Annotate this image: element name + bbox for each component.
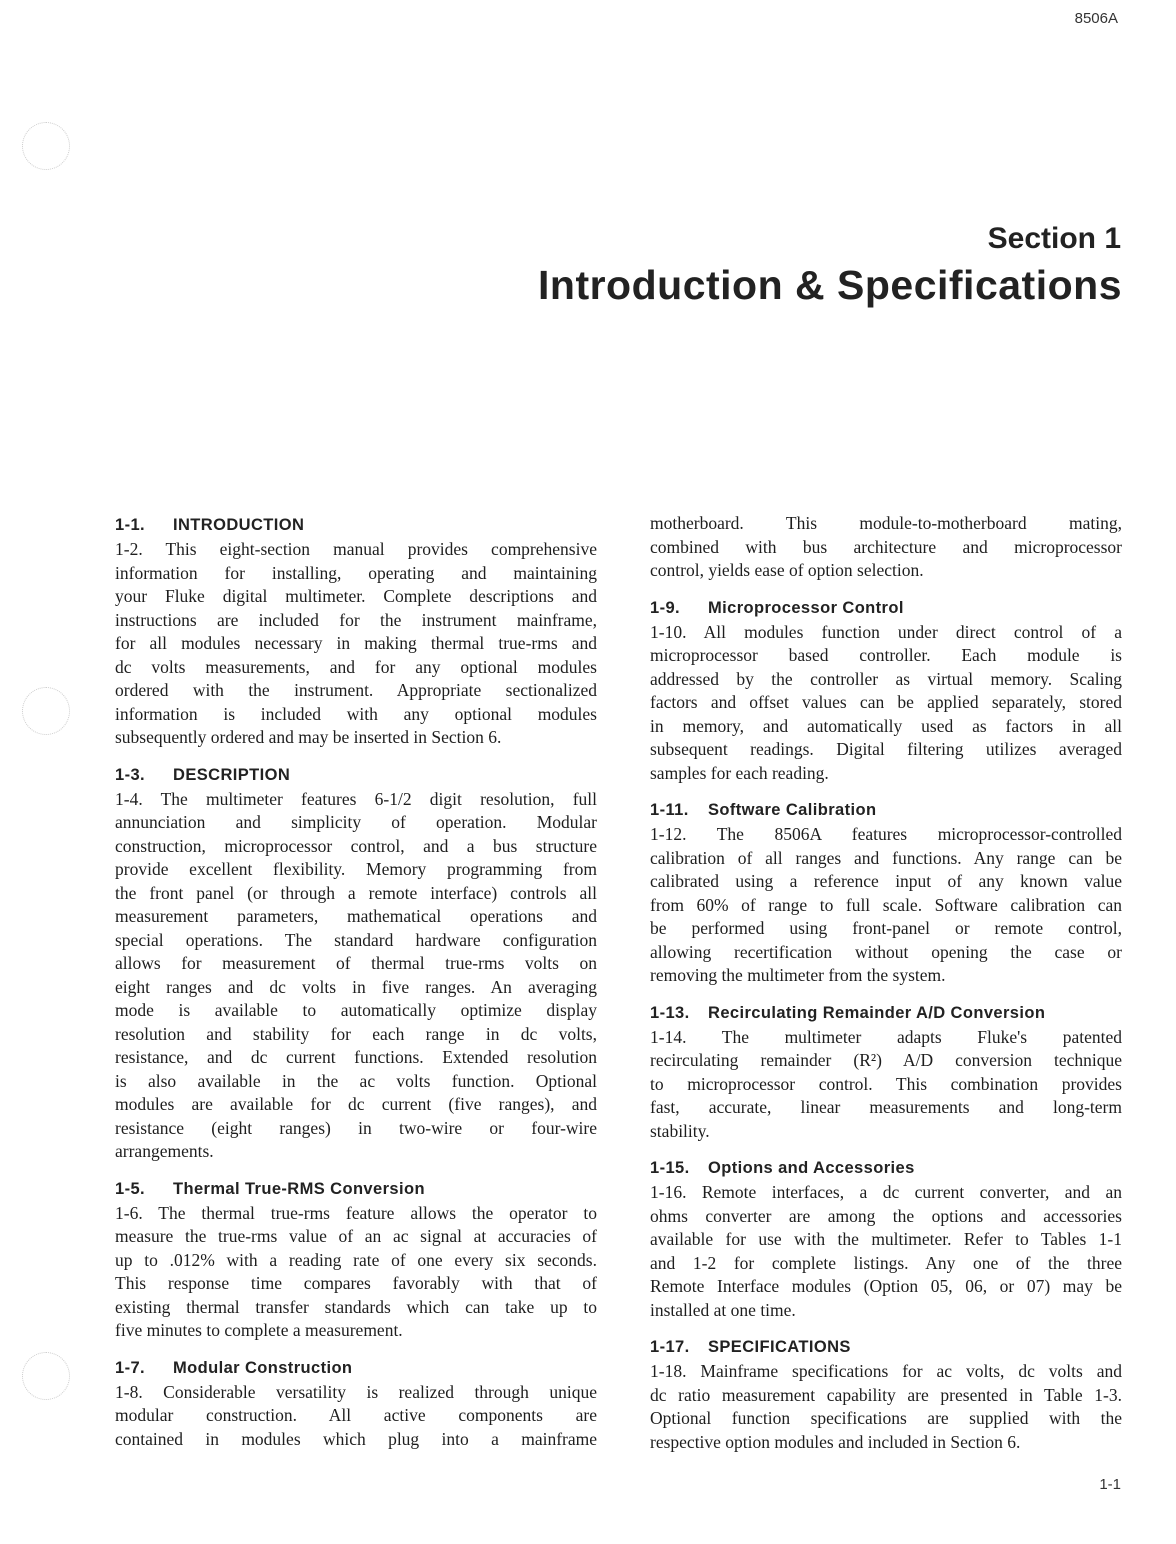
text-line: be performed using front-panel or remote control, (650, 918, 1122, 938)
paragraph (115, 1381, 597, 1452)
text-line: 1-14. The multimeter adapts Fluke's patented (650, 1026, 1122, 1047)
text-line: combined with bus architecture and microprocessor (650, 536, 1122, 557)
text-line: motherboard. This module-to-motherboard mating, (650, 513, 1122, 533)
text-line: 1-4. The multimeter features 6-1/2 digit resolution, full (115, 788, 597, 809)
text-line: dc ratio measurement capability are presented in Table 1-3. (650, 1384, 1122, 1405)
text-line: in memory, and automatically used as factors in all (650, 715, 1122, 736)
text-line: the front panel (or through a remote interface) controls all (115, 882, 597, 903)
section-number: Section 1 (987, 222, 1121, 255)
punch-hole (22, 1352, 70, 1400)
text-line: 1-16. Remote interfaces, a dc current converter, and an (650, 1182, 1122, 1202)
text-line: existing thermal transfer standards which can take up to (115, 1296, 597, 1317)
text-line: fast, accurate, linear measurements and long-term (650, 1097, 1122, 1117)
heading-number: 1-11. (650, 801, 689, 819)
text-line: recirculating remainder (R²) A/D conversion technique (650, 1050, 1122, 1070)
heading-number: 1-3. (115, 765, 146, 784)
section-heading (115, 762, 597, 788)
text-line: from 60% of range to full scale. Software calibration can (650, 894, 1122, 915)
text-line: allowing recertification without opening the case or (650, 941, 1122, 962)
paragraph (650, 823, 1122, 988)
text-line: factors and offset values can be applied separately, stored (650, 692, 1122, 712)
text-line: information is included with any optional modules (115, 703, 597, 724)
text-line: 1-18. Mainframe specifications for ac volts, dc volts and (650, 1361, 1122, 1381)
heading-title: Options and Accessories (708, 1159, 915, 1177)
text-line: and 1-2 for complete listings. Any one of the three (650, 1252, 1122, 1273)
text-line: is also available in the ac volts function. Optional (115, 1070, 597, 1091)
heading-number: 1-13. (650, 1003, 690, 1022)
paragraph (650, 1026, 1122, 1144)
text-line: modular construction. All active components are (115, 1405, 597, 1425)
paragraph (650, 621, 1122, 786)
text-line: samples for each reading. (650, 762, 829, 783)
text-line: respective option modules and included in Section 6. (650, 1431, 1021, 1452)
text-line: 1-8. Considerable versatility is realized through unique (115, 1381, 597, 1402)
text-line: control, yields ease of option selection. (650, 560, 924, 580)
text-line: 1-10. All modules function under direct control of a (650, 621, 1122, 642)
heading-title: Thermal True-RMS Conversion (173, 1179, 425, 1198)
paragraph (650, 512, 1122, 583)
heading-title: Modular Construction (173, 1358, 353, 1377)
text-line: ohms converter are among the options and accessories (650, 1205, 1122, 1226)
heading-number: 1-7. (115, 1358, 146, 1377)
paragraph (650, 1360, 1122, 1454)
text-line: measurement parameters, mathematical operations and (115, 906, 597, 926)
text-line: mode is available to automatically optimize display (115, 1000, 597, 1020)
text-line: ordered with the instrument. Appropriate sectionalized (115, 680, 597, 700)
text-line: five minutes to complete a measurement. (115, 1320, 403, 1340)
text-line: provide excellent flexibility. Memory programming from (115, 859, 597, 879)
punch-hole (22, 122, 70, 170)
right-column (650, 512, 1122, 1454)
text-line: instructions are included for the instrument mainframe, (115, 609, 597, 630)
heading-number: 1-9. (650, 598, 681, 617)
text-line: to microprocessor control. This combination provides (650, 1073, 1122, 1094)
section-heading (650, 1000, 1122, 1026)
text-line: removing the multimeter from the system. (650, 965, 946, 985)
heading-title: DESCRIPTION (173, 765, 291, 784)
section-title: Introduction & Specifications (538, 262, 1122, 308)
section-heading (115, 512, 597, 538)
text-line: annunciation and simplicity of operation. Modular (115, 812, 597, 832)
left-column (115, 512, 597, 1451)
paragraph (115, 1202, 597, 1343)
heading-title: Software Calibration (708, 801, 877, 819)
text-line: 1-6. The thermal true-rms feature allows the operator to (115, 1202, 597, 1223)
text-line: 1-12. The 8506A features microprocessor-controlled (650, 824, 1122, 844)
punch-hole (22, 687, 70, 735)
text-line: allows for measurement of thermal true-rms volts on (115, 953, 597, 973)
heading-title: SPECIFICATIONS (708, 1338, 851, 1356)
text-line: resolution and stability for each range in dc volts, (115, 1023, 597, 1044)
text-line: stability. (650, 1120, 710, 1141)
heading-title: Recirculating Remainder A/D Conversion (708, 1003, 1046, 1022)
text-line: information for installing, operating and maintaining (115, 562, 597, 583)
paragraph (115, 788, 597, 1164)
heading-number: 1-5. (115, 1179, 146, 1198)
heading-title: Microprocessor Control (708, 598, 904, 617)
text-line: This response time compares favorably with that of (115, 1273, 597, 1293)
section-heading (650, 595, 1122, 621)
text-line: contained in modules which plug into a mainframe (115, 1428, 597, 1449)
text-line: up to .012% with a reading rate of one every six seconds. (115, 1249, 597, 1270)
text-line: dc volts measurements, and for any optional modules (115, 656, 597, 677)
text-line: calibrated using a reference input of any known value (650, 871, 1122, 891)
text-line: for all modules necessary in making thermal true-rms and (115, 633, 597, 653)
text-line: calibration of all ranges and functions. Any range can be (650, 847, 1122, 868)
text-line: available for use with the multimeter. Refer to Tables 1-1 (650, 1229, 1122, 1249)
text-line: your Fluke digital multimeter. Complete descriptions and (115, 586, 597, 606)
text-line: modules are available for dc current (five ranges), and (115, 1094, 597, 1114)
text-line: Optional function specifications are supplied with the (650, 1408, 1122, 1428)
text-line: installed at one time. (650, 1299, 796, 1320)
page-number: 1-1 (1099, 1476, 1121, 1493)
text-line: 1-2. This eight-section manual provides comprehensive (115, 539, 597, 559)
text-line: subsequent readings. Digital filtering utilizes averaged (650, 739, 1122, 759)
heading-title: INTRODUCTION (173, 516, 305, 534)
text-line: resistance (eight ranges) in two-wire or four-wire (115, 1117, 597, 1138)
heading-number: 1-15. (650, 1159, 690, 1177)
text-line: resistance, and dc current functions. Extended resolution (115, 1047, 597, 1067)
paragraph (115, 538, 597, 750)
text-line: subsequently ordered and may be inserted in Section 6. (115, 727, 502, 747)
text-line: construction, microprocessor control, and a bus structure (115, 835, 597, 856)
heading-number: 1-17. (650, 1338, 690, 1356)
section-heading (115, 1176, 597, 1202)
text-line: addressed by the controller as virtual memory. Scaling (650, 668, 1122, 689)
section-heading (650, 1334, 1122, 1360)
text-line: microprocessor based controller. Each module is (650, 645, 1122, 665)
section-heading (650, 1155, 1122, 1181)
text-line: Remote Interface modules (Option 05, 06, or 07) may be (650, 1276, 1122, 1296)
section-heading (115, 1355, 597, 1381)
paragraph (650, 1181, 1122, 1322)
text-line: arrangements. (115, 1141, 214, 1161)
page-header-model: 8506A (1074, 10, 1118, 27)
text-line: special operations. The standard hardware configuration (115, 929, 597, 950)
section-heading (650, 797, 1122, 823)
heading-number: 1-1. (115, 516, 146, 534)
text-line: measure the true-rms value of an ac signal at accuracies of (115, 1226, 597, 1246)
text-line: eight ranges and dc volts in five ranges. An averaging (115, 976, 597, 997)
